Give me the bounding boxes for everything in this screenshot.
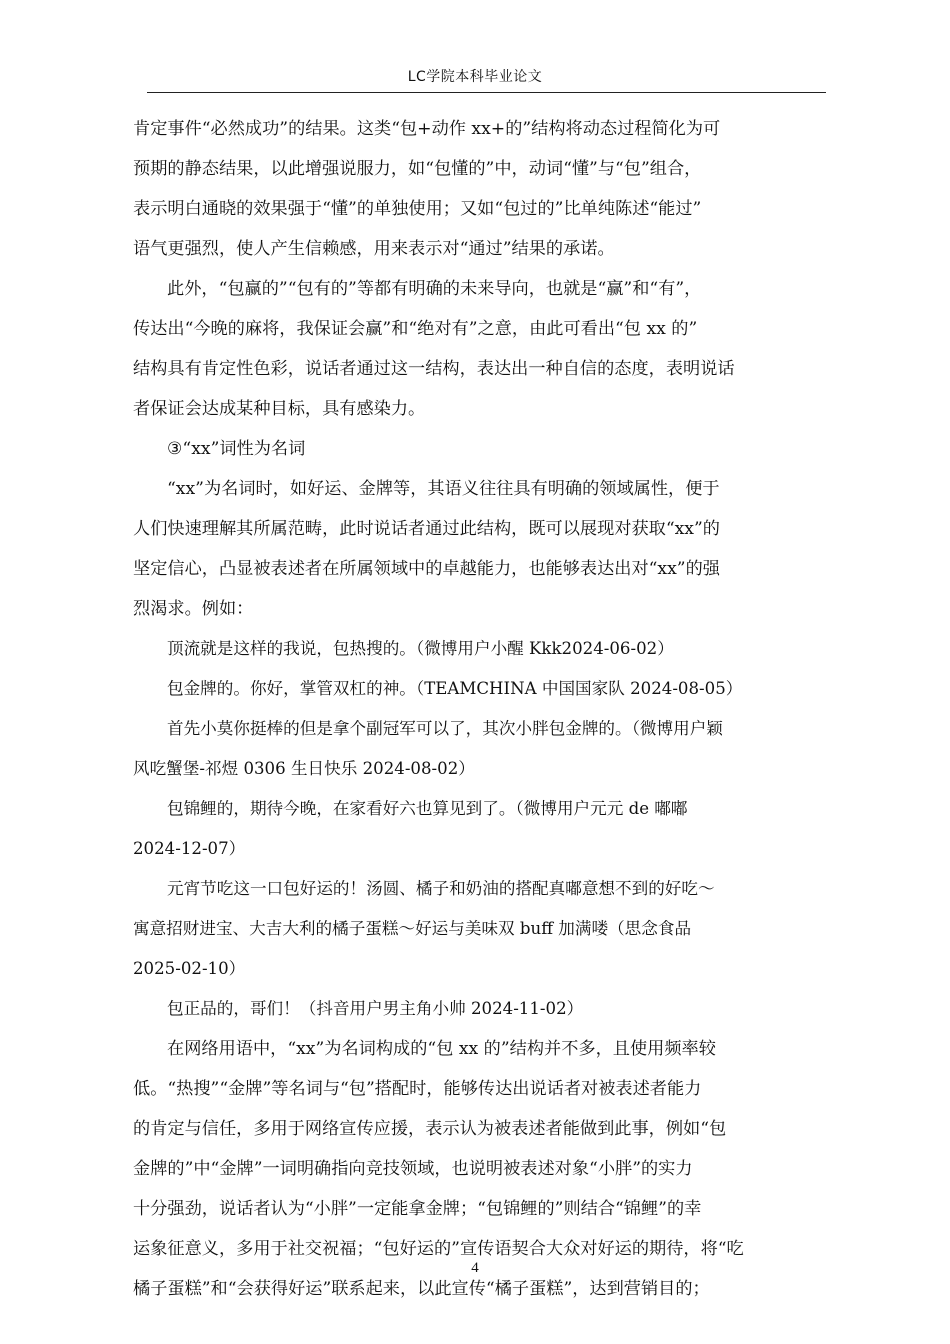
paragraph-line: 十分强劲，说话者认为“小胖”一定能拿金牌；“包锦鲤的”则结合“锦鲤”的幸	[133, 1199, 702, 1219]
paragraph-line: 坚定信心，凸显被表述者在所属领域中的卓越能力，也能够表达出对“xx”的强	[133, 559, 720, 579]
paragraph-line: 结构具有肯定性色彩，说话者通过这一结构，表达出一种自信的态度，表明说话	[133, 359, 735, 379]
paragraph-line: 者保证会达成某种目标，具有感染力。	[133, 399, 426, 419]
example-line: 包锦鲤的，期待今晚，在家看好六也算见到了。（微博用户元元 de 嘟嘟	[167, 799, 688, 818]
example-line: 包金牌的。你好，掌管双杠的神。（TEAMCHINA 中国国家队 2024-08-05）	[167, 679, 743, 698]
header-divider	[147, 92, 826, 93]
example-line: 风吃蟹堡-祁煜 0306 生日快乐 2024-08-02）	[133, 759, 475, 778]
example-line: 包正品的，哥们！（抖音用户男主角小帅 2024-11-02）	[167, 999, 584, 1018]
paragraph-line: 在网络用语中，“xx”为名词构成的“包 xx 的”结构并不多，且使用频率较	[167, 1039, 716, 1059]
body-text	[133, 109, 826, 1309]
example-line: 2024-12-07）	[133, 839, 246, 858]
paragraph-line: 橘子蛋糕”和“会获得好运”联系起来，以此宣传“橘子蛋糕”，达到营销目的；	[133, 1279, 710, 1299]
paragraph-line: 运象征意义，多用于社交祝福；“包好运的”宣传语契合大众对好运的期待，将“吃	[133, 1239, 744, 1259]
paragraph-line: 传达出“今晚的麻将，我保证会赢”和“绝对有”之意，由此可看出“包 xx 的”	[133, 319, 698, 339]
section-heading: ③“xx”词性为名词	[167, 439, 306, 459]
paragraph-line: 表示明白通晓的效果强于“懂”的单独使用；又如“包过的”比单纯陈述“能过”	[133, 199, 702, 219]
example-line: 顶流就是这样的我说，包热搜的。（微博用户小醒 Kkk2024-06-02）	[167, 639, 674, 658]
paragraph-line: 肯定事件“必然成功”的结果。这类“包+动作 xx+的”结构将动态过程简化为可	[133, 119, 721, 139]
example-line: 元宵节吃这一口包好运的！汤圆、橘子和奶油的搭配真嘟意想不到的好吃～	[167, 879, 715, 898]
example-line: 首先小莫你挺棒的但是拿个副冠军可以了，其次小胖包金牌的。（微博用户颖	[167, 719, 723, 738]
page-number: 4	[471, 1260, 479, 1276]
paragraph-line: 金牌的”中“金牌”一词明确指向竞技领域，也说明被表述对象“小胖”的实力	[133, 1159, 693, 1179]
example-line: 寓意招财进宝、大吉大利的橘子蛋糕～好运与美味双 buff 加满喽（思念食品	[133, 919, 692, 938]
running-header-title: LC学院本科毕业论文	[407, 69, 543, 85]
paragraph-line: 语气更强烈，使人产生信赖感，用来表示对“通过”结果的承诺。	[133, 239, 615, 259]
paragraph-line: 低。“热搜”“金牌”等名词与“包”搭配时，能够传达出说话者对被表述者能力	[133, 1079, 702, 1099]
example-line: 2025-02-10）	[133, 959, 246, 978]
paragraph-line: 的肯定与信任，多用于网络宣传应援，表示认为被表述者能做到此事，例如“包	[133, 1119, 727, 1139]
paragraph-line: 烈渴求。例如：	[133, 599, 254, 619]
paragraph-line: 预期的静态结果，以此增强说服力，如“包懂的”中，动词“懂”与“包”组合，	[133, 159, 702, 179]
paragraph-line: 此外，“包赢的”“包有的”等都有明确的未来导向，也就是“赢”和“有”，	[167, 279, 702, 299]
paragraph-line: “xx”为名词时，如好运、金牌等，其语义往往具有明确的领域属性，便于	[167, 479, 720, 499]
paragraph-line: 人们快速理解其所属范畴，此时说话者通过此结构，既可以展现对获取“xx”的	[133, 519, 720, 539]
